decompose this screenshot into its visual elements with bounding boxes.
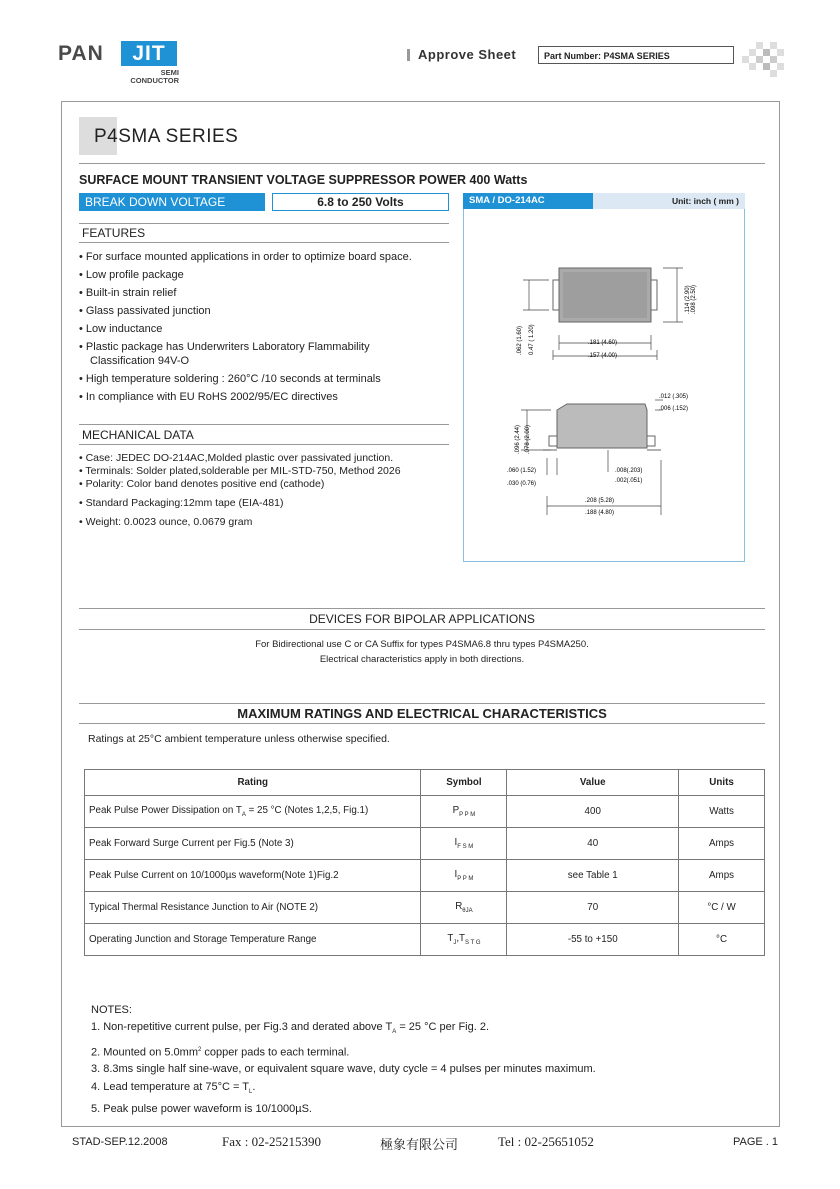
logo-pan: PAN xyxy=(58,42,104,65)
footer-fax: Fax : 02-25215390 xyxy=(222,1134,321,1149)
cell-unit: °C / W xyxy=(679,892,765,924)
col-rating: Rating xyxy=(85,770,421,796)
cell-unit: Amps xyxy=(679,860,765,892)
cell-symbol: $P_{P P M}$ xyxy=(421,796,507,828)
package-outline-drawing xyxy=(463,210,745,560)
dim-k: .060 (1.52) xyxy=(507,468,537,474)
mechanical-list xyxy=(79,452,462,529)
table-row xyxy=(85,860,765,892)
logo-subtitle xyxy=(123,69,179,85)
cell-value: 70 xyxy=(507,892,679,924)
features-heading: FEATURES xyxy=(82,226,146,240)
features-divider-top xyxy=(79,223,449,224)
approve-bar xyxy=(407,49,410,61)
table-row xyxy=(85,828,765,860)
table-header-row xyxy=(85,770,765,796)
bipolar-divider-top xyxy=(79,608,765,609)
cell-value: 400 xyxy=(507,796,679,828)
list-item: • Weight: 0.0023 ounce, 0.0679 gram xyxy=(79,516,253,528)
cell-value: see Table 1 xyxy=(507,860,679,892)
cell-rating: Operating Junction and Storage Temperature Range xyxy=(85,924,421,956)
cell-rating: Peak Pulse Power Dissipation on $T_A = 25$ °C (Notes 1,2,5, Fig.1) xyxy=(85,796,421,828)
bipolar-heading: DEVICES FOR BIPOLAR APPLICATIONS xyxy=(309,612,535,626)
bipolar-line2: Electrical characteristics apply in both directions. xyxy=(319,654,525,665)
ratings-note: Ratings at 25°C ambient temperature unless otherwise specified. xyxy=(88,733,390,745)
dim-e: .062 (1.60) xyxy=(517,325,523,355)
bipolar-divider-bottom xyxy=(79,629,765,630)
divider xyxy=(79,163,765,164)
dim-l: .030 (0.76) xyxy=(507,481,537,487)
note-5: 5. Peak pulse power waveform is 10/1000µS. xyxy=(91,1103,312,1116)
part-number-box: Part Number: P4SMA SERIES xyxy=(538,46,734,64)
mechanical-divider-bottom xyxy=(79,444,449,445)
cell-symbol: $T_J,T_{S T G}$ xyxy=(421,924,507,956)
dim-h: .006 (.152) xyxy=(659,406,689,412)
dim-g: .012 (.305) xyxy=(659,394,689,400)
breakdown-voltage-label: BREAK DOWN VOLTAGE xyxy=(79,193,265,211)
notes-heading: NOTES: xyxy=(91,1004,132,1016)
list-item: • For surface mounted applications in order to optimize board space. xyxy=(79,251,412,263)
col-symbol: Symbol xyxy=(421,770,507,796)
package-label: SMA / DO-214AC xyxy=(463,193,593,209)
package-unit: Unit: inch ( mm ) xyxy=(593,193,745,209)
list-item: • Glass passivated junction xyxy=(79,305,211,317)
dim-b: .157 (4.00) xyxy=(588,353,618,359)
breakdown-voltage-value: 6.8 to 250 Volts xyxy=(272,193,449,211)
cell-value: 40 xyxy=(507,828,679,860)
cell-rating: Peak Forward Surge Current per Fig.5 (Note 3) xyxy=(85,828,421,860)
col-value: Value xyxy=(507,770,679,796)
dim-j: .078 (2.00) xyxy=(525,424,531,454)
notes-block xyxy=(91,1002,596,1118)
mechanical-divider-top xyxy=(79,424,449,425)
cell-unit: Amps xyxy=(679,828,765,860)
cell-rating: Typical Thermal Resistance Junction to Air (NOTE 2) xyxy=(85,892,421,924)
footer-company: 極象有限公司 xyxy=(380,1137,459,1152)
ratings-table xyxy=(84,769,765,956)
features-list xyxy=(79,250,450,408)
dim-c: .114 (2.90) xyxy=(685,285,691,314)
dim-m: .008(.203) xyxy=(615,468,643,474)
dim-i: .096 (2.44) xyxy=(515,424,521,454)
cell-rating: Peak Pulse Current on 10/1000µs waveform(Note 1)Fig.2 xyxy=(85,860,421,892)
dim-a: .181 (4.60) xyxy=(588,340,618,346)
features-divider-bottom xyxy=(79,242,449,243)
note-4: 4. Lead temperature at $75^\circ C = T_L$. xyxy=(91,1080,256,1095)
subtitle: SURFACE MOUNT TRANSIENT VOLTAGE SUPPRESSOR POWER 400 Watts xyxy=(79,173,528,187)
note-1: 1. Non-repetitive current pulse, per Fig.3 and derated above $T_A = 25$ °C per Fig. 2. xyxy=(91,1021,490,1036)
mechanical-heading: MECHANICAL DATA xyxy=(82,428,194,442)
ratings-divider-bottom xyxy=(79,723,765,724)
list-item: • Polarity: Color band denotes positive end (cathode) xyxy=(79,478,325,490)
cell-symbol: $R_{\theta JA}$ xyxy=(421,892,507,924)
list-item: • High temperature soldering : 260°C /10 seconds at terminals xyxy=(79,373,381,385)
list-item: • Case: JEDEC DO-214AC,Molded plastic over passivated junction. xyxy=(79,452,394,464)
ratings-divider-top xyxy=(79,703,765,704)
note-2: 2. Mounted on $5.0mm^2$ copper pads to each terminal. xyxy=(91,1046,350,1059)
list-item: • Standard Packaging:12mm tape (EIA-481) xyxy=(79,497,284,509)
footer-tel: Tel : 02-25651052 xyxy=(498,1134,594,1149)
footer-date: STAD-SEP.12.2008 xyxy=(72,1136,168,1148)
dim-o: .208 (5.28) xyxy=(585,498,615,504)
list-item: • Low profile package xyxy=(79,269,184,281)
dim-n: .002(.051) xyxy=(615,478,643,484)
footer-page: PAGE . 1 xyxy=(733,1136,779,1148)
col-units: Units xyxy=(679,770,765,796)
cell-symbol: $I_{F S M}$ xyxy=(421,828,507,860)
list-item: • In compliance with EU RoHS 2002/95/EC directives xyxy=(79,391,338,403)
dim-p: .188 (4.80) xyxy=(585,510,615,516)
table-row xyxy=(85,924,765,956)
cell-unit: °C xyxy=(679,924,765,956)
package-body-side xyxy=(557,404,647,448)
table-row xyxy=(85,892,765,924)
ratings-heading: MAXIMUM RATINGS AND ELECTRICAL CHARACTERISTICS xyxy=(237,706,607,721)
approve-sheet-label: Approve Sheet xyxy=(418,47,517,62)
bipolar-line1: For Bidirectional use C or CA Suffix for types P4SMA6.8 thru types P4SMA250. xyxy=(255,639,589,650)
cell-unit: Watts xyxy=(679,796,765,828)
logo-sub-semi: SEMI xyxy=(160,68,179,77)
list-item: • Built-in strain relief xyxy=(79,287,177,299)
list-item: • Terminals: Solder plated,solderable per MIL-STD-750, Method 2026 xyxy=(79,465,401,477)
list-item: • Low inductance xyxy=(79,323,163,335)
note-3: 3. 8.3ms single half sine-wave, or equivalent square wave, duty cycle = 4 pulses per minutes maximum. xyxy=(91,1063,596,1076)
logo-jit: JIT xyxy=(121,41,177,66)
dim-d: .098 (2.50) xyxy=(691,284,697,314)
cell-value: -55 to +150 xyxy=(507,924,679,956)
table-row xyxy=(85,796,765,828)
page-title: P4SMA SERIES xyxy=(94,126,239,147)
cell-symbol: $I_{P P M}$ xyxy=(421,860,507,892)
logo-sub-conductor: CONDUCTOR xyxy=(130,76,179,85)
list-item: • Plastic package has Underwriters Laboratory Flammability Classification 94V-O xyxy=(79,341,370,367)
dim-f: 0.47 ( 1.20) xyxy=(529,324,535,355)
